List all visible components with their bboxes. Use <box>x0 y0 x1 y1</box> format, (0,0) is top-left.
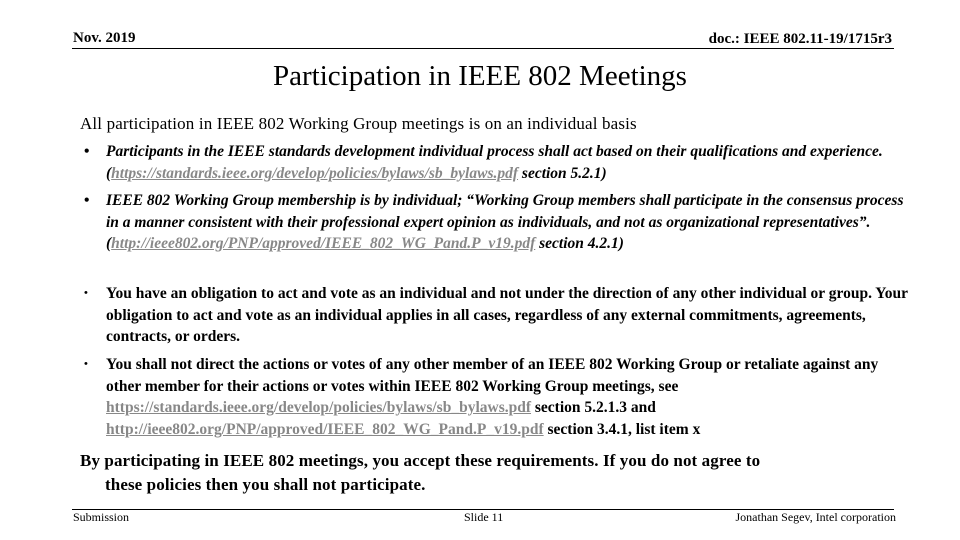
bullet-text: Participants in the IEEE standards development individual process shall act based on their qualifications and experience. (https://standards.ieee.org/develop/policies/bylaws/sb_bylaws.pdf section 5.2.1) <box>106 143 883 182</box>
footer-submission: Submission <box>73 510 130 524</box>
slide-title: Participation in IEEE 802 Meetings <box>273 60 687 92</box>
header-date: Nov. 2019 <box>73 30 136 46</box>
closing-statement <box>80 449 900 497</box>
bullet-item-4 <box>80 354 910 440</box>
bullet-item-1 <box>80 141 910 184</box>
bullet-marker: • <box>84 358 88 370</box>
bullet-item-2 <box>80 190 910 255</box>
footer-author: Jonathan Segev, Intel corporation <box>735 510 896 524</box>
bullet-text: You have an obligation to act and vote as an individual and not under the direction of any other individual or group. Your obligation to act and vote as an individual applies in all cases, regardless of any external commitments, agreements, contracts, or orders. <box>106 285 908 345</box>
header-divider <box>72 48 894 49</box>
bullet-marker: • <box>84 287 88 299</box>
bylaws-link[interactable]: https://standards.ieee.org/develop/policies/bylaws/sb_bylaws.pdf <box>106 399 532 416</box>
intro-statement: All participation in IEEE 802 Working Group meetings is on an individual basis <box>80 114 637 133</box>
bullet-text: IEEE 802 Working Group membership is by individual; “Working Group members shall participate in the consensus process in a manner consistent with their professional expert opinion as individuals, and not as organizational representatives”. (http://ieee802.org/PNP/approved/IEEE_802_WG_Pand.P_v19.pdf section 4.2.1) <box>106 192 904 252</box>
bullet-item-3 <box>80 283 910 348</box>
closing-line-1: By participating in IEEE 802 meetings, you accept these requirements. If you do not agree to <box>80 451 761 470</box>
header-doc-id: doc.: IEEE 802.11-19/1715r3 <box>708 31 892 47</box>
bylaws-link[interactable]: https://standards.ieee.org/develop/policies/bylaws/sb_bylaws.pdf <box>111 164 519 182</box>
closing-line-2: these policies then you shall not participate. <box>105 475 426 494</box>
pnp-link[interactable]: http://ieee802.org/PNP/approved/IEEE_802_WG_Pand.P_v19.pdf <box>111 235 536 252</box>
pnp-link[interactable]: http://ieee802.org/PNP/approved/IEEE_802_WG_Pand.P_v19.pdf <box>106 420 544 438</box>
bullet-marker: • <box>84 192 90 209</box>
bullet-text: You shall not direct the actions or votes of any other member of an IEEE 802 Working Group or retaliate against any other member for their actions or votes within IEEE 802 Working Group meetings, see https://standards.ieee.org/develop/policies/bylaws/sb_bylaws.pdf section 5.2.1.3 and http://ieee802.org/PNP/approved/IEEE_802_WG_Pand.P_v19.pdf section 3.4.1, list item x <box>106 356 879 438</box>
bullet-marker: • <box>84 143 90 160</box>
footer-slide-number: Slide 11 <box>464 510 504 524</box>
